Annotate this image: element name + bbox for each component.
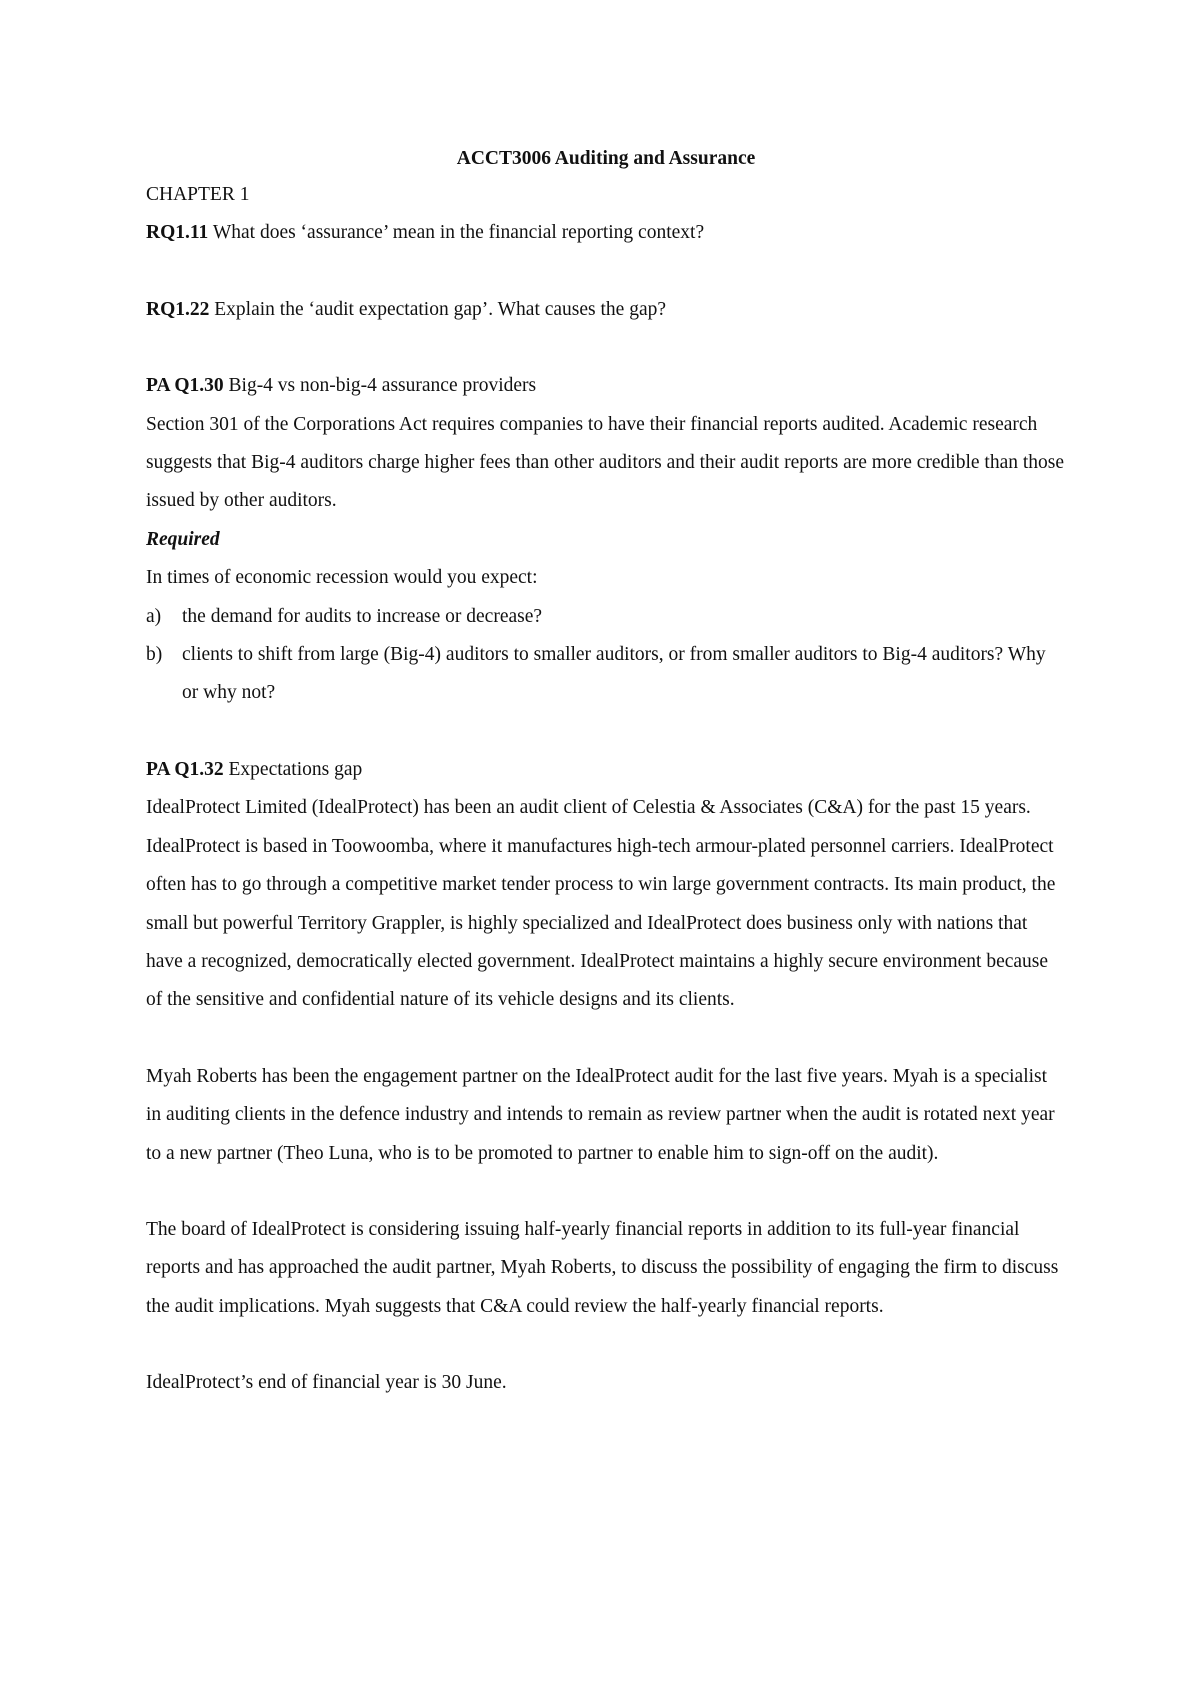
question-rq1-22 [146,291,1066,329]
question-pa-q1-30-heading [146,367,1066,405]
spacer [146,1020,1066,1058]
answer-options-list [146,598,1066,713]
question-label: PA Q1.30 [146,375,224,397]
list-item-text: the demand for audits to increase or decrease? [182,605,543,627]
spacer [146,713,1066,751]
document-title: ACCT3006 Auditing and Assurance [456,148,756,169]
question-text: Explain the ‘audit expectation gap’. What causes the gap? [209,298,667,320]
question-label: PA Q1.32 [146,758,224,780]
case-paragraph-2: Myah Roberts has been the engagement partner on the IdealProtect audit for the last five years. Myah is a specialist in auditing clients in the defence industry and intends to remain as review partner when the audit is rotated next year to a new partner (Theo Luna, who is to be promoted to partner to enable him to sign-off on the audit). [146,1065,1055,1164]
question-pa-q1-30-body: Section 301 of the Corporations Act requires companies to have their financial reports audited. Academic research suggests that Big-4 auditors charge higher fees than other auditors and their audit reports are more credible than those issued by other auditors. [146,413,1065,512]
list-item [146,636,1066,713]
required-label: Required [146,528,220,550]
question-heading-text: Big-4 vs non-big-4 assurance providers [223,375,537,397]
spacer [146,253,1066,291]
case-paragraph-4: IdealProtect’s end of financial year is 30 June. [146,1372,507,1394]
list-item [146,598,1066,636]
question-rq1-11 [146,214,1066,252]
list-marker: b) [146,644,163,666]
question-heading-text: Expectations gap [223,758,363,780]
question-label: RQ1.11 [146,222,209,244]
question-pa-q1-32-heading [146,751,1066,789]
case-paragraph-3: The board of IdealProtect is considering issuing half-yearly financial reports in addition to its full-year financial reports and has approached the audit partner, Myah Roberts, to discuss the possibility of engaging the firm to discuss the audit implications. Myah suggests that C&A could review the half-yearly financial reports. [146,1218,1059,1317]
question-intro: In times of economic recession would you expect: [146,567,538,589]
spacer [146,1326,1066,1364]
chapter-heading: CHAPTER 1 [146,184,250,205]
spacer [146,1173,1066,1211]
question-label: RQ1.22 [146,298,210,320]
list-item-text: clients to shift from large (Big-4) auditors to smaller auditors, or from smaller auditors to Big-4 auditors? Why or why not? [182,644,1046,704]
spacer [146,329,1066,367]
case-paragraph-1: IdealProtect Limited (IdealProtect) has been an audit client of Celestia & Associates (C&A) for the past 15 years. IdealProtect is based in Toowoomba, where it manufactures high-tech armour-plated personnel carriers. IdealProtect often has to go through a competitive market tender process to win large government contracts. Its main product, the small but powerful Territory Grappler, is highly specialized and IdealProtect does business only with nations that have a recognized, democratically elected government. IdealProtect maintains a highly secure environment because of the sensitive and confidential nature of its vehicle designs and its clients. [146,797,1056,1011]
list-marker: a) [146,605,162,627]
question-text: What does ‘assurance’ mean in the financial reporting context? [208,222,705,244]
document-body [146,140,1066,1403]
